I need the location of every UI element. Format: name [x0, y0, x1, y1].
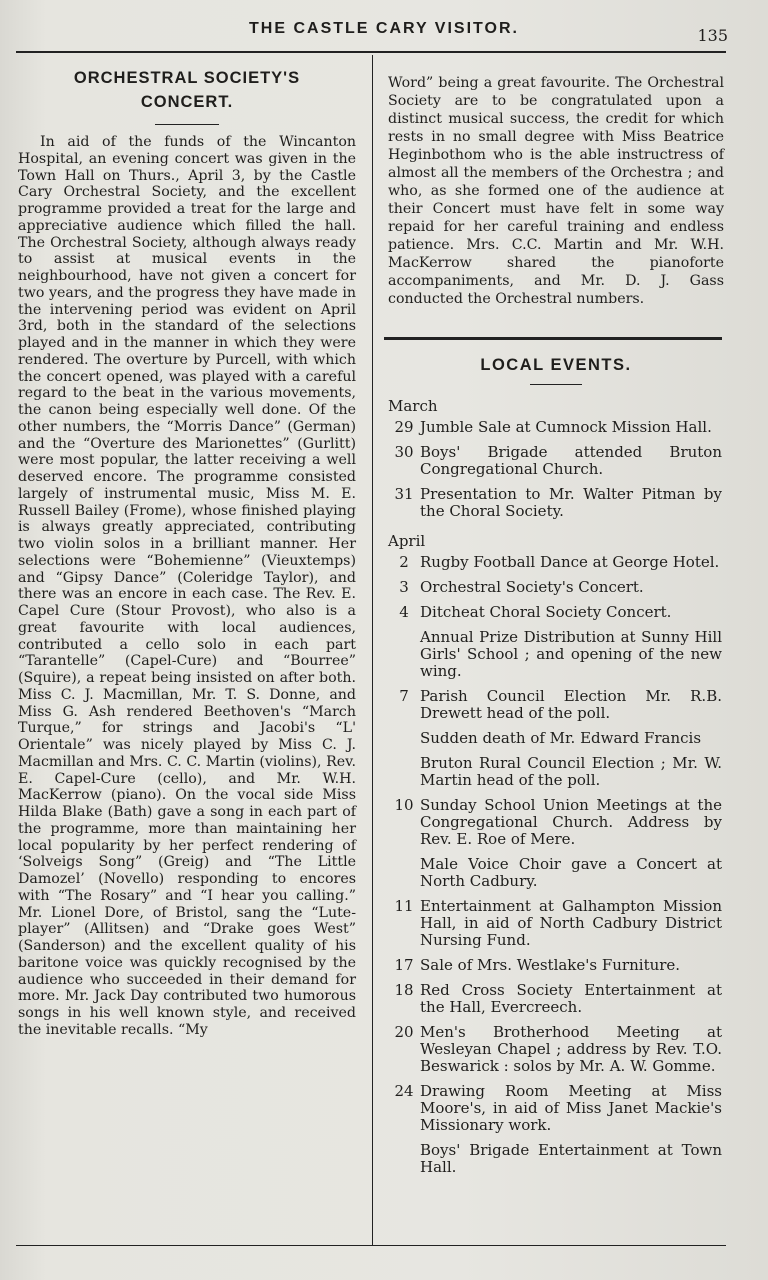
event-row	[388, 982, 724, 1016]
heading-rule	[155, 124, 219, 125]
event-description: Sunday School Union Meetings at the Congregational Church. Address by Rev. E. Roe of Mere.	[420, 796, 722, 848]
event-row	[388, 579, 724, 596]
month-label: March	[388, 397, 438, 415]
event-description: Boys' Brigade attended Bruton Congregational Church.	[420, 443, 722, 478]
event-description: Entertainment at Galhampton Mission Hall, in aid of North Cadbury District Nursing Fund.	[420, 897, 722, 949]
event-day	[388, 856, 420, 890]
event-day: 11	[394, 897, 414, 915]
event-description: Parish Council Election Mr. R.B. Drewett head of the poll.	[420, 687, 722, 722]
local-events-rule	[530, 384, 582, 385]
event-description: Presentation to Mr. Walter Pitman by the Choral Society.	[420, 485, 722, 520]
event-day: 17	[394, 956, 414, 974]
event-description: Orchestral Society's Concert.	[420, 578, 644, 596]
event-row	[388, 1142, 724, 1176]
event-day	[388, 755, 420, 789]
section-rule	[384, 337, 722, 340]
running-title: THE CASTLE CARY VISITOR.	[249, 20, 519, 37]
event-description: Rugby Football Dance at George Hotel.	[420, 553, 720, 571]
event-day: 31	[394, 485, 414, 503]
concert-article-continuation: Word” being a great favourite. The Orchestral Society are to be congratulated upon a distinct musical success, the credit for which rests in no small degree with Miss Beatrice Heginbothom who is the able instructress of almost all the members of the Orchestra ; and who, as she formed one of the audience at their Concert must have felt in some way repaid for her careful training and endless patience. Mrs. C.C. Martin and Mr. W.H. MacKerrow shared the pianoforte accompaniments, and Mr. D. J. Gass conducted the Orchestral numbers.	[388, 75, 724, 307]
event-description: Drawing Room Meeting at Miss Moore's, in aid of Miss Janet Mackie's Missionary work.	[420, 1082, 722, 1134]
event-row	[388, 856, 724, 890]
event-description: Annual Prize Distribution at Sunny Hill Girls' School ; and opening of the new wing.	[420, 628, 722, 680]
event-row	[388, 957, 724, 974]
event-day: 10	[394, 796, 414, 814]
event-row	[388, 444, 724, 478]
concert-title-line1: ORCHESTRAL SOCIETY'S	[73, 69, 301, 87]
event-description: Men's Brotherhood Meeting at Wesleyan Chapel ; address by Rev. T.O. Beswarick : solos by Mr. A. W. Gomme.	[420, 1023, 722, 1075]
local-events-heading: LOCAL EVENTS.	[480, 356, 632, 374]
event-description: Jumble Sale at Cumnock Mission Hall.	[420, 418, 712, 436]
event-description: Red Cross Society Entertainment at the Hall, Evercreech.	[420, 981, 722, 1016]
event-day: 4	[399, 603, 409, 621]
event-row	[388, 797, 724, 848]
left-column	[18, 66, 356, 1053]
event-row	[388, 1024, 724, 1075]
event-day: 20	[394, 1023, 414, 1041]
event-row	[388, 898, 724, 949]
event-day: 30	[394, 443, 414, 461]
event-row	[388, 419, 724, 436]
concert-title-line2: CONCERT.	[140, 93, 234, 111]
event-day: 29	[394, 418, 414, 436]
event-description: Male Voice Choir gave a Concert at North Cadbury.	[420, 855, 722, 890]
event-day: 18	[394, 981, 414, 999]
event-row	[388, 1083, 724, 1134]
column-divider	[372, 55, 373, 1245]
event-row	[388, 629, 724, 680]
events-list	[388, 398, 724, 1176]
event-row	[388, 730, 724, 747]
event-day: 2	[399, 553, 409, 571]
event-description: Bruton Rural Council Election ; Mr. W. Martin head of the poll.	[420, 754, 722, 789]
month-label: April	[388, 532, 426, 550]
event-row	[388, 554, 724, 571]
event-day	[388, 1142, 420, 1176]
local-events-section	[388, 356, 724, 1176]
concert-article-body: In aid of the funds of the Wincanton Hospital, an evening concert was given in the Town Hall on Thurs., April 3, by the Castle Cary Orchestral Society, and the excellent programme provided a treat for the large and appreciative audience which filled the hall. The Orchestral Society, although always ready to assist at musical events in the neighbourhood, have not given a concert for two years, and the progress they have made in the intervening period was evident on April 3rd, both in the standard of the selections played and in the manner in which they were rendered. The overture by Purcell, with which the concert opened, was played with a careful regard to the beat in the various movements, the canon being especially well done. Of the other numbers, the “Morris Dance” (German) and the “Overture des Marionettes” (Gurlitt) were most popular, the latter receiving a well deserved encore. The programme consisted largely of instrumental music, Miss M. E. Russell Bailey (Frome), whose finished playing is always greatly appreciated, contributing two violin solos in a brilliant manner. Her selections were “Bohemienne” (Vieuxtemps) and “Gipsy Dance” (Coleridge Taylor), and there was an encore in each case. The Rev. E. Capel Cure (Stour Provost), who also is a great favourite with local audiences, contributed a cello solo in each part “Tarantelle” (Capel-Cure) and “Bourree” (Squire), a repeat being insisted on after both. Miss C. J. Macmillan, Mr. T. S. Donne, and Miss G. Ash rendered Beethoven's “March Turque,” for strings and Jacobi's “L' Orientale” was nicely played by Miss C. J. Macmillan and Mrs. C. C. Martin (violins), Rev. E. Capel-Cure (cello), and Mr. W.H. MacKerrow (piano). On the vocal side Miss Hilda Blake (Bath) gave a song in each part of the programme, more than maintaining her local popularity by her perfect rendering of ‘Solveigs Song” (Greig) and “The Little Damozel’ (Novello) responding to encores with “The Rosary” and “I hear you calling.” Mr. Lionel Dore, of Bristol, sang the “Lute-player” (Allitsen) and “Drake goes West” (Sanderson) and the excellent quality of his baritone voice was quickly recognised by the audience who succeeded in their demand for more. Mr. Jack Day contributed two humorous songs in his well known style, and received the inevitable recalls. “My	[18, 134, 356, 1038]
concert-heading	[18, 66, 356, 114]
event-day	[388, 730, 420, 747]
header-rule	[16, 51, 726, 53]
event-description: Ditcheat Choral Society Concert.	[420, 603, 672, 621]
event-description: Boys' Brigade Entertainment at Town Hall.	[420, 1141, 722, 1176]
event-row	[388, 486, 724, 520]
event-day: 7	[399, 687, 409, 705]
page-number: 135	[697, 26, 728, 45]
event-description: Sale of Mrs. Westlake's Furniture.	[420, 956, 681, 974]
event-description: Sudden death of Mr. Edward Francis	[420, 729, 702, 747]
event-day	[388, 629, 420, 680]
event-day: 24	[394, 1082, 414, 1100]
bottom-rule	[16, 1245, 726, 1246]
right-column	[388, 74, 724, 308]
event-row	[388, 755, 724, 789]
event-day: 3	[399, 578, 409, 596]
event-row	[388, 688, 724, 722]
event-row	[388, 604, 724, 621]
